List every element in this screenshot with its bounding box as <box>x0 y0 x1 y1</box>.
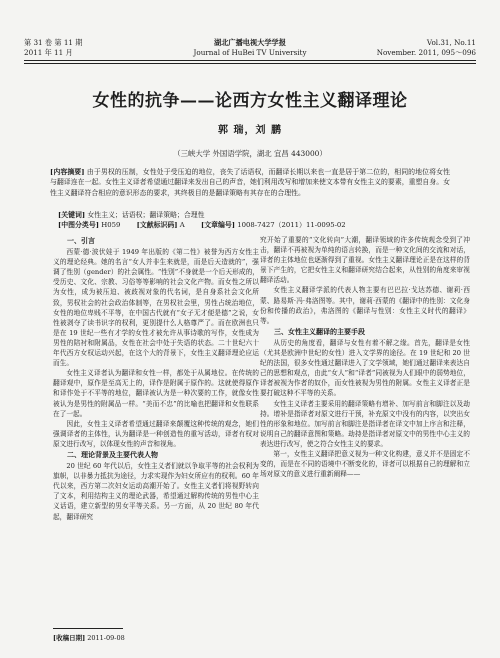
paragraph: 第一，女性主义翻译把意义视为一种文化构建，意义并不是固定不变的，而是在不同的语境中不断变化的，译者可以根据自己的理解和立场对原文的意义进行重新阐释—— <box>260 449 470 479</box>
right-column <box>260 235 470 479</box>
article-number-value: 1008-7427（2011）11-0095-02 <box>237 221 346 229</box>
journal-name-cn: 湖北广播电视大学学报 <box>214 38 286 47</box>
section-1-title: 一、引言 <box>67 236 95 245</box>
header-rule-thin <box>24 63 476 64</box>
abstract-text: 由于男权的压制，女性处于受压迫的地位，丧失了话语权，而翻译长期以来也一直是居于第二位的，相同的地位将女性与翻译连在一起。女性主义译者希望通过翻译来发出自己的声音，她们利用改写和增加来使文本带有女性主义的要素，重塑自身。女性主义翻译符合相应的意识形态的要求，其终极目的是翻译策略有其存在的合理性。 <box>50 168 450 197</box>
header-left <box>24 38 82 58</box>
paragraph: 西蒙·德·波伏娃于 1949 年出版的《第二性》被誉为西方女性主义的理论经典。她的名言“女人并非生来就是，而是后天造就的”，强调了性别（gender）的社会属性。“性别”不身就是一个后天形成的，受历史、文化、宗教、习俗等等影响的社会文化产物。而女性之所以为女性，成为被压迫、被歧视对象的代名词，是自身系社会文化所致，男权社会的社会政治体制等，在男权社会里，男性占统治地位，女性的地位卑贱不平等，在中国古代就有“女子无才便是德”之说，女性被剥夺了读书识字的权利，更别提什么人格尊严了。而在欧洲也只是在 19 世纪一些有才学的女性才被允许从事诗歌的写作，女性成为男性的陪衬和附属品，女性在社会中处于失语的状态。二十世纪六十年代西方女权运动兴起，在这个大的背景下，女性主义翻译理论应运而生。 <box>53 248 259 368</box>
journal-name-en: Journal of HuBei TV University <box>193 48 307 57</box>
article-number-label: [文章编号] <box>200 221 236 229</box>
header-rule-thick <box>24 60 476 61</box>
author-affiliation: （三峡大学 外国语学院，湖北 宜昌 443000） <box>173 149 327 158</box>
paragraph: 因此，女性主义译者希望通过翻译来颠覆这种传统的观念，她们强调译者的主体性，认为翻译是一种创造性的重写活动，译者有权对原文进行改写，以体现女性的声音和视角。 <box>53 419 259 448</box>
received-date-label: [收稿日期] <box>53 634 86 642</box>
article-authors: 郭 瑞，刘 鹏 <box>218 125 282 136</box>
paragraph: 女性主义翻译学派的代表人物主要有巴巴拉·戈达苏德、谢莉·西蒙、路易斯·冯·弗洛图等。其中，谢莉·西蒙的《翻译中的性别：文化身份和传播的政治》，弗洛图的《翻译与性别：女性主义时代的翻译》等。 <box>260 286 470 325</box>
article-title: 女性的抗争——论西方女性主义翻译理论 <box>92 91 408 111</box>
abstract-label: [内容摘要] <box>50 168 85 176</box>
doc-label: [文献标识码] <box>136 221 178 229</box>
keywords-text: 女性主义；话语权；翻译策略；合理性 <box>87 211 205 219</box>
received-date-footnote <box>53 633 125 642</box>
keywords-line <box>58 210 450 220</box>
clc-label: [中图分类号] <box>58 221 99 229</box>
paragraph: 20 世纪 60 年代以后，女性主义者们就以争取平等的社会权利为旗帜，以非暴力抵抗为途径，力求实现作为妇女所应有的权利。60 年代以来，西方第二次妇女运动高潮开始了。女性主义者们将视野转向了文本，利用结构主义的理论武器，希望通过解构传统的男性中心主义话语，建立新型的男女平等关系。另一方面，从 20 世纪 80 年代起，翻译研究 <box>53 462 259 521</box>
doc-value: A <box>179 221 185 229</box>
section-3-title: 三、女性主义翻译的主要手段 <box>274 326 365 336</box>
left-column <box>53 235 259 522</box>
abstract <box>50 167 450 198</box>
clc-value: H059 <box>101 221 121 229</box>
footnote-rule <box>53 628 123 629</box>
date-pages-en: November. 2011, 095～096 <box>376 48 476 57</box>
volume-issue: 第 31 卷 第 11 期 <box>24 38 83 47</box>
section-2-title: 二、理论背景及主要代表人物 <box>67 449 158 459</box>
keywords-label: [关键词] <box>58 211 86 219</box>
paragraph: 女性主义译者主要采用的翻译策略有增补、加写前言和脚注以及劫持。增补是指译者对原文进行干预，补充原文中没有的内容，以突出女性的形象和地位。加写前言和脚注是指译者在译文中加上序言和注释，说明自己的翻译意图和策略。劫持是指译者对原文中的男性中心主义的表达进行改写，使之符合女性主义的要求。 <box>260 399 470 448</box>
volume-number-en: Vol.31, No.11 <box>426 38 476 47</box>
paragraph: 究开始了重要的“文化转向”大潮，翻译领域的许多传统观念受到了冲击，翻译不再被视为单纯的语言转换，而是一种文化间的交流和对话，译者的主体地位也逐渐得到了重视。女性主义翻译理论正是在这样的背景下产生的，它把女性主义和翻译研究结合起来，从性别的角度来审视翻译活动。 <box>260 236 470 285</box>
header-center <box>174 38 326 58</box>
received-date-value: 2011-09-08 <box>87 634 125 642</box>
header-right <box>377 38 476 58</box>
classification-line <box>58 220 450 230</box>
publication-month: 2011 年 11 月 <box>24 48 73 57</box>
paragraph: 女性主义译者认为翻译和女性一样，都处于从属地位。在传统的翻译观中，原作是至高无上的，译作是附属于原作的。这就使得原作和译作处于不平等的地位，翻译被认为是一种次要的工作，就像女性被认为是男性的附属品一样。“美而不忠”的比喻也把翻译和女性联系在了一起。 <box>53 369 259 418</box>
paragraph: 从历史的角度看，翻译与女性有着不解之缘。首先，翻译是女性（尤其是欧洲中世纪的女性）进入文学界的途径。在 19 世纪和 20 世纪的法国，很多女性通过翻译进入了文学领域，她们通过翻译来表达自己的思想和观点，由此“女人”和“译者”同被视为人们眼中的弱势地位，译者被视为作者的奴仆，而女性被视为男性的附属。女性主义译者正是要打破这种不平等的关系。 <box>260 338 470 398</box>
